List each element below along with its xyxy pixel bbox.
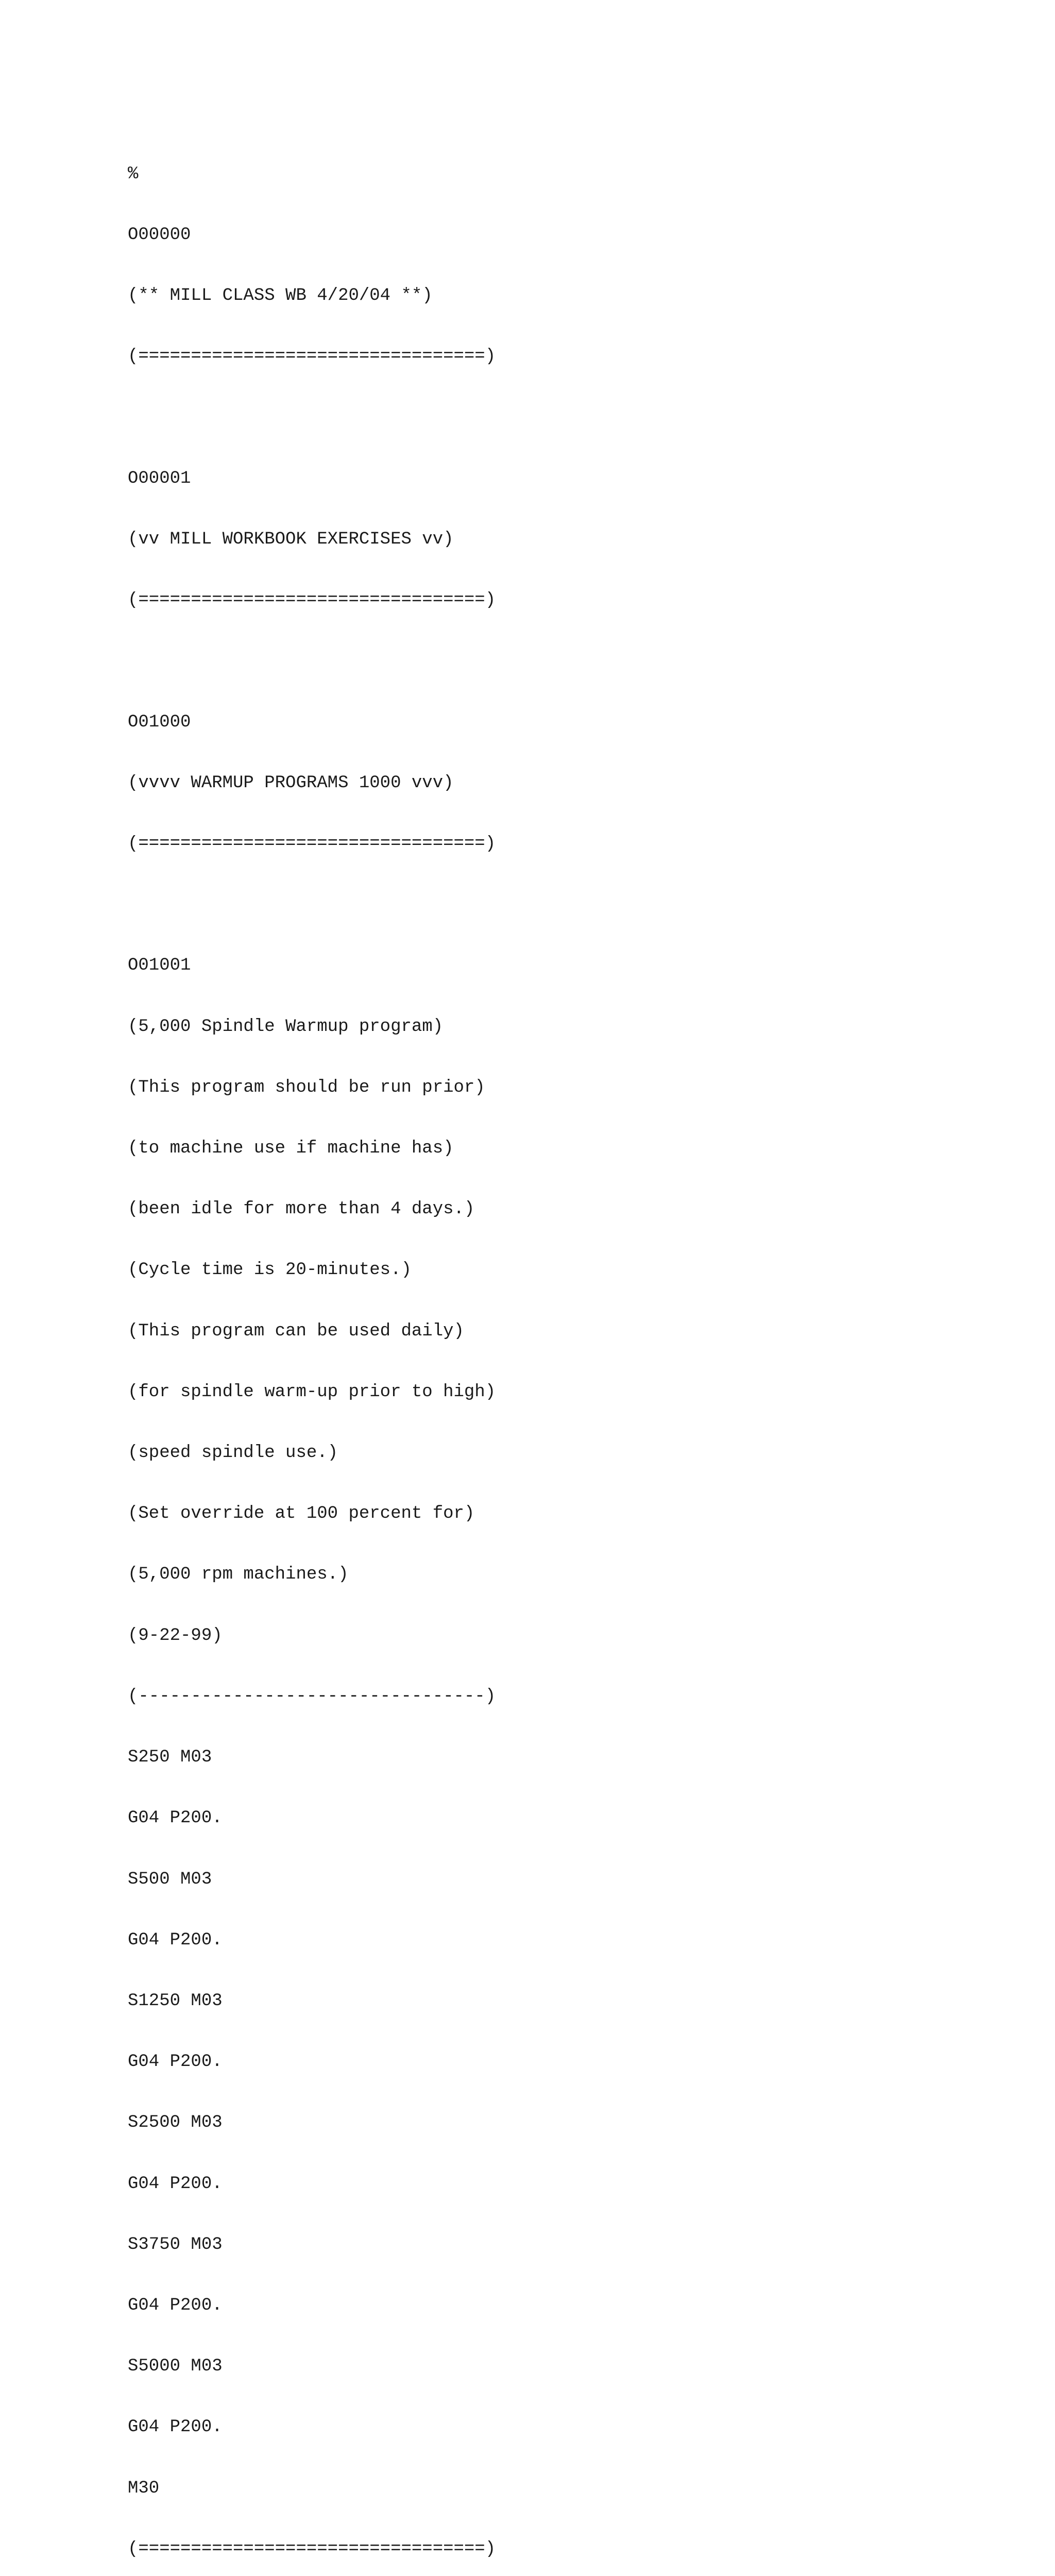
code-line: G04 P200. xyxy=(128,2174,223,2194)
code-line: S2500 M03 xyxy=(128,2113,223,2133)
code-line: (vv MILL WORKBOOK EXERCISES vv) xyxy=(128,530,454,550)
code-line: S5000 M03 xyxy=(128,2357,223,2377)
code-line: O00001 xyxy=(128,468,191,488)
code-line: (speed spindle use.) xyxy=(128,1443,338,1463)
code-line: (for spindle warm-up prior to high) xyxy=(128,1382,496,1402)
code-line: O01000 xyxy=(128,712,191,732)
code-line: (=================================) xyxy=(128,2539,496,2559)
code-line: S3750 M03 xyxy=(128,2234,223,2255)
blank-line xyxy=(128,651,496,671)
code-line: (9-22-99) xyxy=(128,1625,223,1646)
code-line: G04 P200. xyxy=(128,2417,223,2437)
code-line: (Cycle time is 20-minutes.) xyxy=(128,1260,412,1280)
code-line: (5,000 Spindle Warmup program) xyxy=(128,1016,444,1037)
code-line: (This program should be run prior) xyxy=(128,1077,485,1097)
code-line: G04 P200. xyxy=(128,1930,223,1950)
code-line: % xyxy=(128,164,139,184)
code-line: S250 M03 xyxy=(128,1748,212,1768)
code-line: (been idle for more than 4 days.) xyxy=(128,1199,475,1219)
code-line: (=================================) xyxy=(128,347,496,367)
code-line: M30 xyxy=(128,2478,160,2498)
code-line: (5,000 rpm machines.) xyxy=(128,1565,349,1585)
code-line: O01001 xyxy=(128,956,191,976)
code-line: G04 P200. xyxy=(128,2295,223,2315)
code-line: G04 P200. xyxy=(128,1808,223,1828)
blank-line xyxy=(128,408,496,428)
blank-line xyxy=(128,895,496,915)
code-line: S500 M03 xyxy=(128,1869,212,1889)
code-line: O00000 xyxy=(128,225,191,245)
code-line: (to machine use if machine has) xyxy=(128,1139,454,1159)
code-line: S1250 M03 xyxy=(128,1991,223,2011)
code-line: (=================================) xyxy=(128,834,496,854)
code-line: G04 P200. xyxy=(128,2052,223,2072)
code-line: (---------------------------------) xyxy=(128,1686,496,1706)
nc-program-listing xyxy=(128,124,496,2576)
code-line: (Set override at 100 percent for) xyxy=(128,1504,475,1524)
code-line: (=================================) xyxy=(128,590,496,611)
code-line: (This program can be used daily) xyxy=(128,1321,464,1341)
code-line: (vvvv WARMUP PROGRAMS 1000 vvv) xyxy=(128,773,454,793)
code-line: (** MILL CLASS WB 4/20/04 **) xyxy=(128,286,433,306)
